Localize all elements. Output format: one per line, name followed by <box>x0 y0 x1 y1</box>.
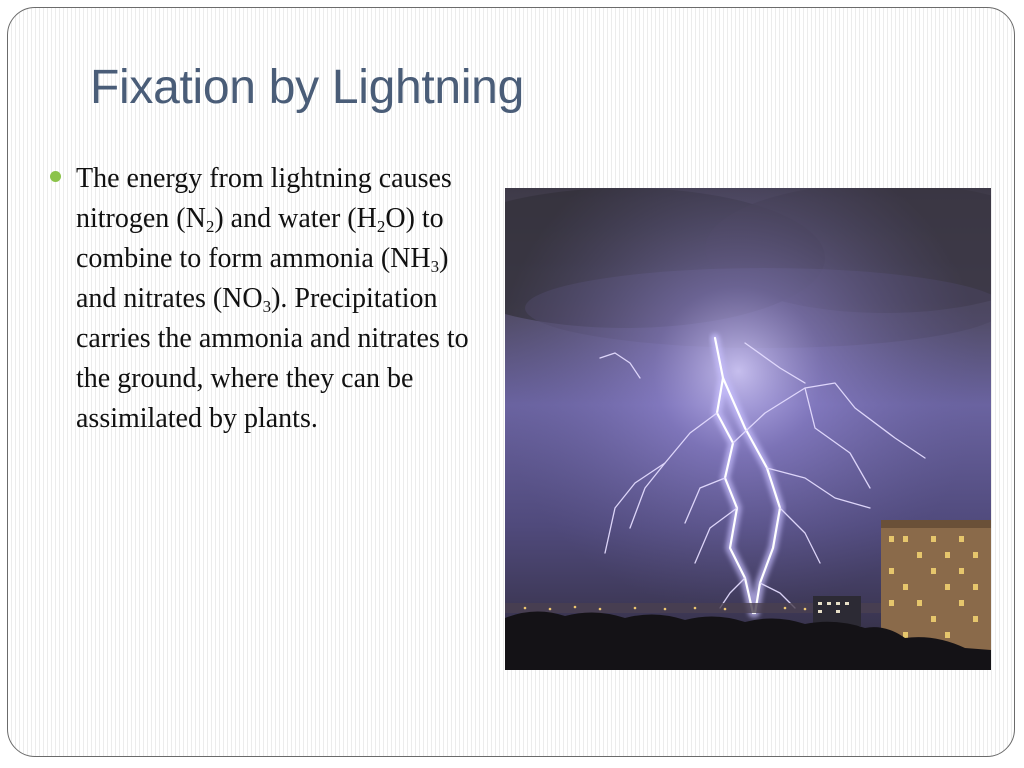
bullet-text-part: O) to combine to form ammonia (NH <box>76 203 444 274</box>
subscript: 2 <box>205 217 215 236</box>
subscript: 3 <box>430 257 440 276</box>
subscript: 2 <box>376 217 386 236</box>
lightning-photo-svg <box>505 188 991 670</box>
slide-title: Fixation by Lightning <box>90 61 524 114</box>
bullet-text-part: ). Precipitation carries the ammonia and nitrates to the ground, where they can be assimilated by plants. <box>76 283 469 434</box>
subscript: 3 <box>262 297 272 316</box>
bullet-text-part: ) and nitrates (NO <box>76 243 449 314</box>
bullet-icon <box>50 171 61 182</box>
bullet-text <box>76 159 481 439</box>
bullet-text-part: ) and water (H <box>214 203 377 234</box>
lightning-photo <box>505 188 991 670</box>
bullet-text-part: The energy from lightning causes nitrogen (N <box>76 163 452 234</box>
slide <box>7 7 1015 757</box>
